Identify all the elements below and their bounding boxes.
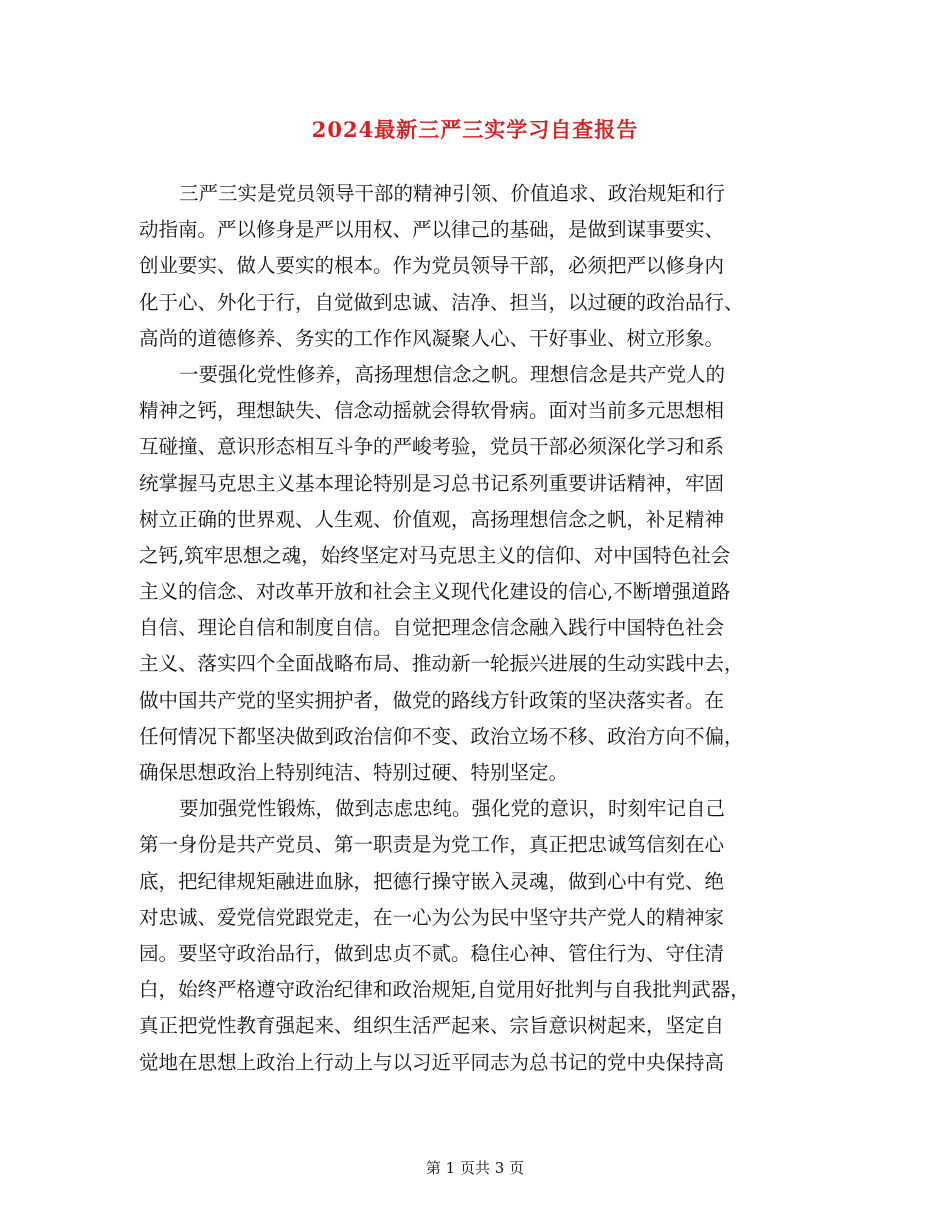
body-line: 确保思想政治上特别纯洁、特别过硬、特别坚定。	[139, 761, 569, 784]
body-line: 要加强党性锻炼，做到志虑忠纯。强化党的意识，时刻牢记自己	[179, 797, 726, 821]
document-title: 2024最新三严三实学习自查报告	[311, 117, 639, 142]
page-footer: 第 1 页共 3 页	[425, 1159, 525, 1177]
body-line: 主义、落实四个全面战略布局、推动新一轮振兴进展的生动实践中去，	[139, 652, 744, 676]
body-line: 化于心、外化于行，自觉做到忠诚、洁净、担当，以过硬的政治品行、	[139, 290, 744, 314]
document-body	[139, 176, 819, 1081]
body-line: 动指南。严以修身是严以用权、严以律己的基础，是做到谋事要实、	[139, 218, 725, 242]
body-line: 第一身份是共产党员、第一职责是为党工作，真正把忠诚笃信刻在心	[139, 833, 725, 857]
body-line: 真正把党性教育强起来、组织生活严起来、宗旨意识树起来，坚定自	[139, 1014, 725, 1038]
body-line: 高尚的道德修养、务实的工作作风凝聚人心、干好事业、树立形象。	[139, 326, 725, 350]
body-line: 之钙,筑牢思想之魂，始终坚定对马克思主义的信仰、对中国特色社会	[139, 543, 731, 567]
body-line: 树立正确的世界观、人生观、价值观，高扬理想信念之帆，补足精神	[139, 507, 725, 531]
body-line: 互碰撞、意识形态相互斗争的严峻考验，党员干部必须深化学习和系	[139, 435, 725, 459]
body-line: 白，始终严格遵守政治纪律和政治规矩,自觉用好批判与自我批判武器，	[139, 978, 750, 1002]
body-line: 觉地在思想上政治上行动上与以习近平同志为总书记的党中央保持高	[139, 1050, 725, 1074]
body-line: 自信、理论自信和制度自信。自觉把理念信念融入践行中国特色社会	[139, 616, 725, 640]
body-line: 创业要实、做人要实的根本。作为党员领导干部，必须把严以修身内	[139, 254, 725, 278]
body-line: 统掌握马克思主义基本理论特别是习总书记系列重要讲话精神，牢固	[139, 471, 725, 495]
body-line: 园。要坚守政治品行，做到忠贞不贰。稳住心神、管住行为、守住清	[139, 941, 725, 965]
body-line: 底，把纪律规矩融进血脉，把德行操守嵌入灵魂，做到心中有党、绝	[139, 869, 725, 893]
body-line: 精神之钙，理想缺失、信念动摇就会得软骨病。面对当前多元思想相	[139, 399, 725, 423]
body-line: 对忠诚、爱党信党跟党走，在一心为公为民中坚守共产党人的精神家	[139, 905, 725, 929]
body-line: 三严三实是党员领导干部的精神引领、价值追求、政治规矩和行	[179, 182, 726, 205]
body-line: 做中国共产党的坚实拥护者，做党的路线方针政策的坚决落实者。在	[139, 688, 725, 712]
body-line: 一要强化党性修养，高扬理想信念之帆。理想信念是共产党人的	[179, 362, 726, 386]
body-line: 主义的信念、对改革开放和社会主义现代化建设的信心,不断增强道路	[139, 580, 731, 604]
body-line: 任何情况下都坚决做到政治信仰不变、政治立场不移、政治方向不偏，	[139, 724, 744, 748]
